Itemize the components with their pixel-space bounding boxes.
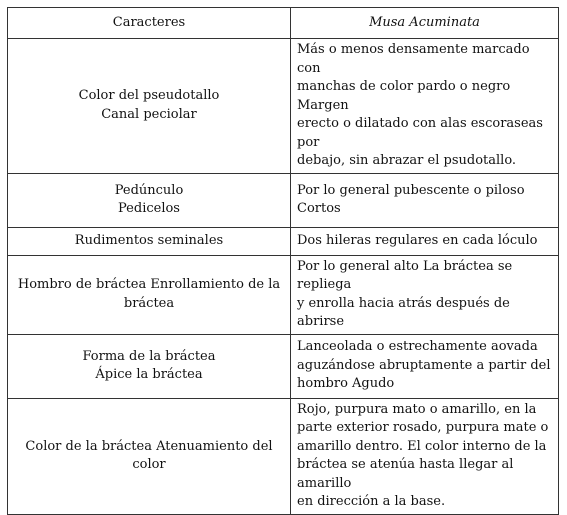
description-line: amarillo dentro. El color interno de la [297, 438, 547, 454]
character-line: Forma de la bráctea [82, 348, 216, 364]
description-cell [291, 398, 559, 514]
character-cell [8, 334, 291, 398]
description-line: hombro Agudo [297, 376, 395, 392]
table-row [8, 334, 559, 398]
description-line: Por lo general pubescente o piloso [297, 182, 525, 198]
description-line: Más o menos densamente marcado con [297, 42, 530, 76]
description-cell [291, 334, 559, 398]
character-cell [8, 255, 291, 334]
description-line: parte exterior rosado, purpura mate o [297, 420, 549, 435]
character-line: Pedicelos [118, 201, 180, 216]
header-caracteres: Caracteres [8, 8, 291, 39]
description-line: erecto o dilatado con alas escoraseas por [297, 116, 543, 150]
description-line: manchas de color pardo o negro Margen [297, 79, 511, 113]
description-line: bráctea se atenúa hasta llegar al amarillo [297, 457, 514, 491]
description-cell [291, 255, 559, 334]
description-line: debajo, sin abrazar el psudotallo. [297, 153, 517, 168]
character-line: bráctea [123, 295, 175, 311]
description-line: Por lo general alto La bráctea se repliega [297, 258, 513, 292]
description-line: y enrolla hacia atrás después de abrirse [297, 295, 510, 329]
character-line: Canal peciolar [101, 106, 197, 122]
description-line: en dirección a la base. [297, 494, 446, 509]
description-line: Lanceolada o estrechamente aovada [297, 339, 538, 355]
description-line: aguzándose abruptamente a partir del [297, 357, 551, 373]
character-cell [8, 39, 291, 174]
character-line: Color de la bráctea Atenuamiento del color [25, 438, 273, 472]
description-cell [291, 173, 559, 227]
character-cell [8, 173, 291, 227]
character-cell [8, 227, 291, 255]
character-line: Rudimentos seminales [74, 232, 224, 248]
header-musa-acuminata: Musa Acuminata [291, 8, 559, 39]
character-line: Pedúnculo [114, 182, 184, 198]
description-line: Cortos [297, 201, 341, 216]
character-line: Color del pseudotallo [78, 88, 220, 104]
description-line: Dos hileras regulares en cada lóculo [297, 232, 538, 248]
character-cell [8, 398, 291, 514]
table-row [8, 39, 559, 174]
description-line: Rojo, purpura mato o amarillo, en la [297, 401, 537, 417]
table-row [8, 398, 559, 514]
table-header-row [8, 8, 559, 39]
description-cell [291, 39, 559, 174]
description-cell [291, 227, 559, 255]
character-line: Ápice la bráctea [95, 367, 203, 382]
table-row [8, 255, 559, 334]
table-row [8, 173, 559, 227]
characters-table [7, 7, 559, 515]
character-line: Hombro de bráctea Enrollamiento de la [17, 277, 281, 292]
table-row [8, 227, 559, 255]
document-page [7, 7, 559, 515]
